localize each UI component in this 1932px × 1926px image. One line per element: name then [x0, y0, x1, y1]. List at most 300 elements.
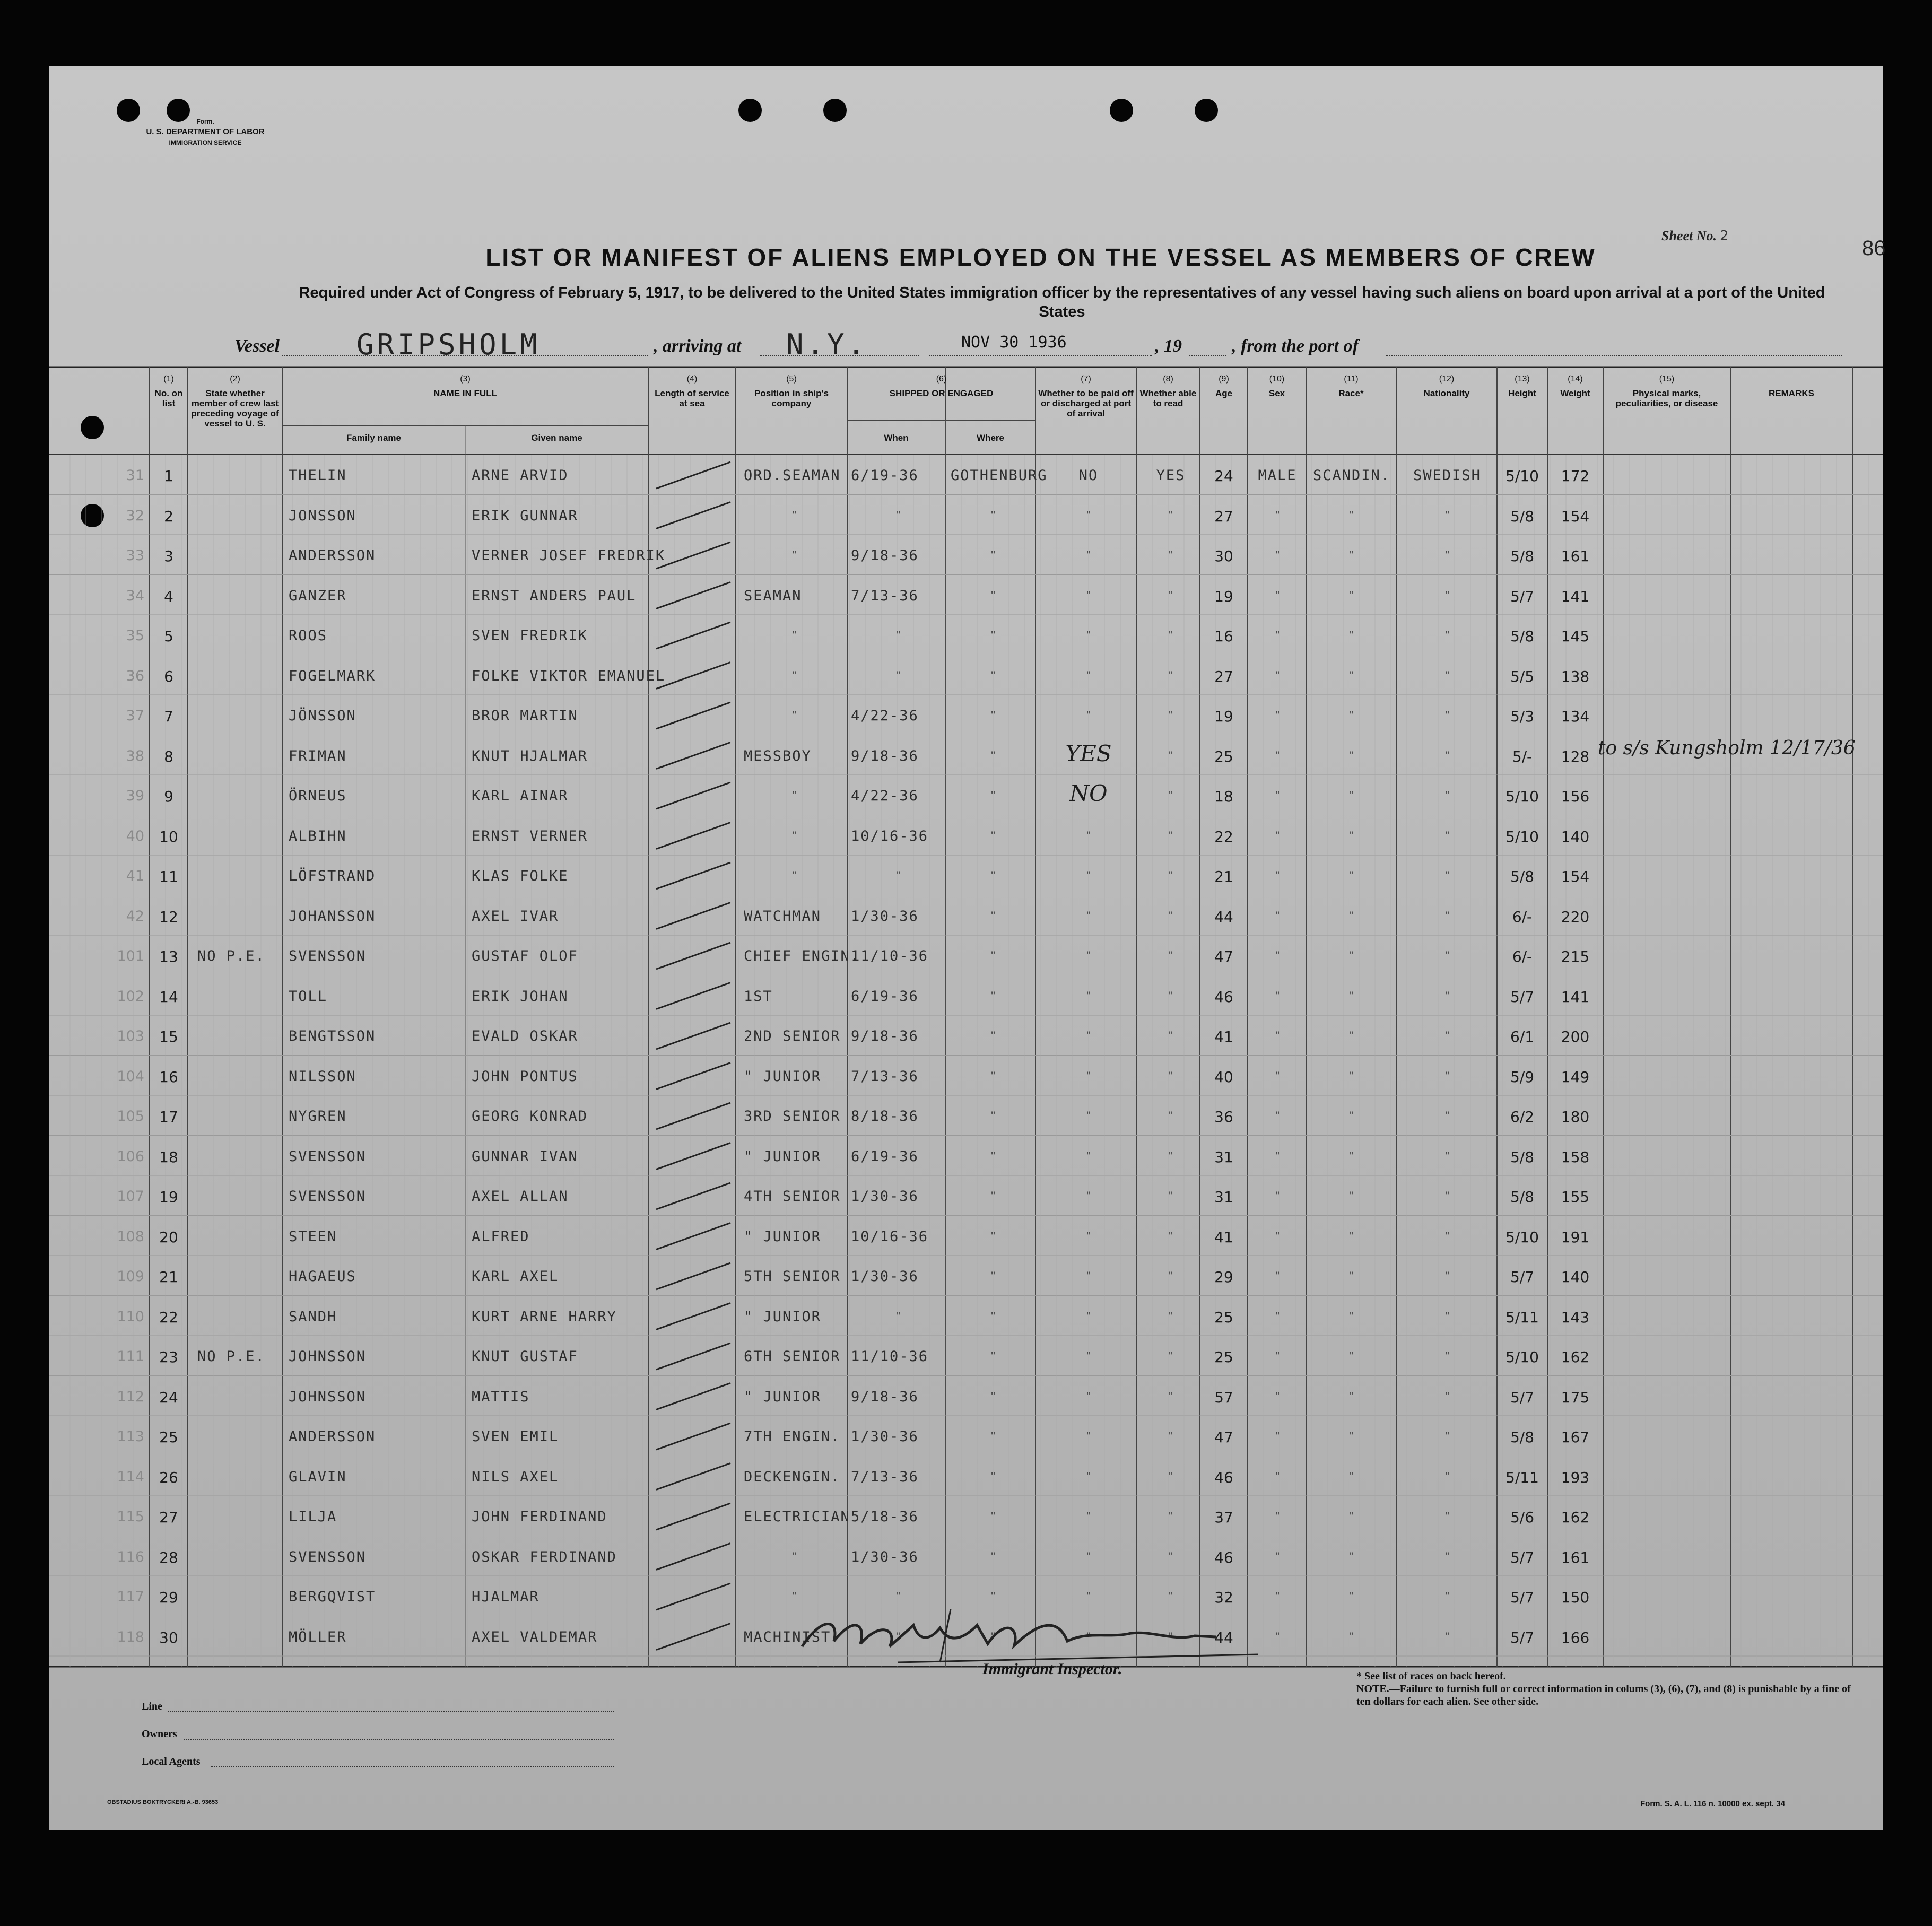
nationality: " — [1445, 1149, 1449, 1163]
shipped-where: " — [991, 1469, 995, 1483]
shipped-when: " — [897, 1590, 901, 1603]
shipped-when: 1/30-36 — [851, 1268, 919, 1285]
height: 5/10 — [1505, 467, 1539, 485]
weight: 128 — [1561, 747, 1590, 765]
punch-hole — [1195, 99, 1218, 122]
weight: 154 — [1561, 507, 1590, 525]
position: " — [792, 869, 796, 882]
punch-hole — [823, 99, 847, 122]
weight: 140 — [1561, 1268, 1590, 1286]
age: 25 — [1214, 1348, 1233, 1366]
list-number: 18 — [159, 1148, 178, 1166]
shipped-where: " — [991, 1549, 995, 1563]
race: " — [1350, 1189, 1354, 1202]
original-line-number: 117 — [117, 1589, 144, 1605]
nationality: " — [1445, 1469, 1449, 1483]
age: 21 — [1214, 868, 1233, 885]
given-name: KNUT HJALMAR — [472, 747, 588, 764]
service-check-mark — [656, 1583, 730, 1610]
weight: 143 — [1561, 1308, 1590, 1326]
shipped-where: " — [991, 949, 995, 962]
weight: 154 — [1561, 868, 1590, 885]
column-number: (9) — [1219, 374, 1229, 384]
list-number: 29 — [159, 1589, 178, 1606]
service-check-mark — [656, 1544, 730, 1570]
family-name: STEEN — [289, 1228, 337, 1245]
original-line-number: 34 — [126, 587, 144, 604]
position: " — [792, 1590, 796, 1603]
age: 44 — [1214, 1628, 1233, 1646]
nationality: " — [1445, 548, 1449, 562]
local-agents-label: Local Agents — [142, 1756, 201, 1767]
punch-hole — [738, 99, 762, 122]
weight: 149 — [1561, 1068, 1590, 1086]
race: " — [1350, 1629, 1354, 1643]
shipped-where: " — [991, 989, 995, 1003]
given-name: KLAS FOLKE — [472, 868, 569, 884]
list-number: 3 — [164, 547, 173, 565]
shipped-when: 6/19-36 — [851, 988, 919, 1005]
nationality: " — [1445, 1389, 1449, 1403]
paid-off: " — [1086, 1389, 1091, 1403]
footer-notes — [1356, 1670, 1866, 1708]
position: DECKENGIN. — [744, 1468, 841, 1485]
family-name: NILSSON — [289, 1068, 356, 1085]
given-name: SVEN EMIL — [472, 1428, 559, 1445]
paid-off: NO — [1078, 467, 1099, 484]
department-label: U. S. DEPARTMENT OF LABOR — [146, 127, 265, 136]
shipped-where: " — [991, 1069, 995, 1083]
original-line-number: 111 — [117, 1348, 144, 1365]
original-line-number: 42 — [126, 908, 144, 925]
column-number: (8) — [1163, 374, 1173, 384]
sex: " — [1275, 548, 1280, 562]
family-name: ALBIHN — [289, 827, 347, 844]
height: 5/9 — [1510, 1068, 1535, 1086]
race: " — [1350, 1349, 1354, 1363]
race: " — [1350, 989, 1354, 1003]
family-name: JOHNSSON — [289, 1388, 367, 1405]
shipped-when: 1/30-36 — [851, 1428, 919, 1445]
nationality: " — [1445, 909, 1449, 922]
column-number: (2) — [230, 374, 240, 384]
height: 5/6 — [1510, 1509, 1535, 1526]
given-name: AXEL IVAR — [472, 908, 559, 925]
nationality: " — [1445, 1189, 1449, 1202]
list-number: 10 — [159, 827, 178, 846]
column-header: State whether member of crew last preceding voyage of vessel to U. S. — [191, 388, 279, 429]
age: 24 — [1214, 467, 1233, 485]
weight: 161 — [1561, 1548, 1590, 1566]
column-number: (3) — [460, 374, 471, 384]
weight: 180 — [1561, 1108, 1590, 1126]
race: " — [1350, 949, 1354, 962]
position: " — [792, 629, 796, 642]
position: CHIEF ENGIN. — [744, 948, 860, 964]
column-subheader: Family name — [346, 433, 401, 443]
shipped-where: " — [991, 1349, 995, 1363]
nationality: " — [1445, 629, 1449, 642]
service-check-mark — [656, 1624, 730, 1650]
race: " — [1350, 508, 1354, 522]
position: SEAMAN — [744, 587, 802, 604]
able-to-read: " — [1169, 1309, 1173, 1323]
height: 5/7 — [1510, 1388, 1535, 1406]
nationality: " — [1445, 949, 1449, 962]
list-number: 1 — [164, 467, 173, 485]
shipped-when: 10/16-36 — [851, 827, 929, 844]
original-line-number: 108 — [117, 1228, 144, 1245]
service-check-mark — [656, 1223, 730, 1250]
paid-off: " — [1086, 989, 1091, 1003]
service-check-mark — [656, 1103, 730, 1129]
family-name: SANDH — [289, 1308, 337, 1325]
previous-voyage: NO P.E. — [197, 1348, 265, 1365]
paid-off: " — [1086, 909, 1091, 922]
race: " — [1350, 909, 1354, 922]
able-to-read: " — [1169, 1629, 1173, 1643]
height: 5/7 — [1510, 988, 1535, 1006]
able-to-read: " — [1169, 508, 1173, 522]
vessel-label: Vessel — [234, 336, 280, 356]
sex: " — [1275, 1069, 1280, 1083]
nationality: " — [1445, 1109, 1449, 1122]
position: " JUNIOR — [744, 1228, 822, 1245]
column-header: NAME IN FULL — [433, 388, 497, 398]
shipped-where: " — [991, 548, 995, 562]
page-number: 86 — [1862, 237, 1886, 260]
list-number: 8 — [164, 747, 173, 765]
weight: 155 — [1561, 1188, 1590, 1206]
given-name: HJALMAR — [472, 1589, 539, 1605]
note-text: NOTE.—Failure to furnish full or correct information in colums (3), (6), (7), and (8) is punishable by a fine of ten dollars for each alien. See other side. — [1356, 1683, 1851, 1707]
height: 5/8 — [1510, 507, 1535, 525]
height: 5/10 — [1505, 1348, 1539, 1366]
able-to-read: " — [1169, 1069, 1173, 1083]
weight: 138 — [1561, 667, 1590, 685]
race: " — [1350, 1430, 1354, 1443]
family-name: TOLL — [289, 988, 328, 1005]
given-name: VERNER JOSEF FREDRIK — [472, 547, 666, 564]
age: 46 — [1214, 988, 1233, 1006]
original-line-number: 39 — [126, 788, 144, 804]
position: 3RD SENIOR — [744, 1108, 841, 1125]
able-to-read: " — [1169, 789, 1173, 802]
age: 27 — [1214, 667, 1233, 685]
list-number: 14 — [159, 988, 178, 1006]
family-name: ANDERSSON — [289, 1428, 376, 1445]
weight: 172 — [1561, 467, 1590, 485]
height: 5/10 — [1505, 788, 1539, 805]
shipped-when: " — [897, 1629, 901, 1643]
column-number: (6) — [936, 374, 947, 384]
remark-transfer: to s/s Kungsholm 12/17/36 — [1598, 737, 1856, 759]
position: ELECTRICIAN — [744, 1509, 850, 1525]
height: 5/5 — [1510, 667, 1535, 685]
service-check-mark — [656, 943, 730, 969]
position: ORD.SEAMAN — [744, 467, 841, 484]
height: 5/- — [1512, 747, 1533, 765]
weight: 193 — [1561, 1468, 1590, 1486]
age: 29 — [1214, 1268, 1233, 1286]
sex: " — [1275, 869, 1280, 882]
given-name: BROR MARTIN — [472, 708, 578, 724]
age: 19 — [1214, 708, 1233, 725]
race: " — [1350, 829, 1354, 842]
able-to-read: " — [1169, 1510, 1173, 1523]
given-name: GEORG KONRAD — [472, 1108, 588, 1125]
given-name: ERNST ANDERS PAUL — [472, 587, 637, 604]
weight: 156 — [1561, 788, 1590, 805]
race: " — [1350, 1590, 1354, 1603]
column-header: REMARKS — [1769, 388, 1814, 398]
original-line-number: 32 — [126, 507, 144, 524]
sex: " — [1275, 829, 1280, 842]
family-name: NYGREN — [289, 1108, 347, 1125]
original-line-number: 107 — [117, 1188, 144, 1205]
weight: 140 — [1561, 827, 1590, 846]
shipped-when: 9/18-36 — [851, 1028, 919, 1044]
family-name: LÖFSTRAND — [289, 868, 376, 884]
sex: " — [1275, 1149, 1280, 1163]
race: " — [1350, 1469, 1354, 1483]
given-name: ERIK JOHAN — [472, 988, 569, 1005]
column-header: Whether to be paid off or discharged at port of arrival — [1038, 388, 1134, 419]
nationality: " — [1445, 1549, 1449, 1563]
family-name: JOHNSSON — [289, 1348, 367, 1365]
original-line-number: 35 — [126, 628, 144, 644]
paid-off: " — [1086, 668, 1091, 682]
form-label: Form. — [196, 118, 214, 125]
column-header: Sex — [1268, 388, 1285, 398]
inspector-signature — [791, 1604, 1269, 1668]
position: " — [792, 548, 796, 562]
position: " JUNIOR — [744, 1308, 822, 1325]
from-port-label: , from the port of — [1232, 336, 1359, 356]
original-line-number: 118 — [117, 1628, 144, 1645]
list-number: 24 — [159, 1388, 178, 1406]
shipped-when: 6/19-36 — [851, 467, 919, 484]
paid-off: " — [1086, 1069, 1091, 1083]
list-number: 28 — [159, 1548, 178, 1566]
sex: MALE — [1258, 467, 1297, 484]
shipped-where: " — [991, 1629, 995, 1643]
race: " — [1350, 1389, 1354, 1403]
shipped-when: 4/22-36 — [851, 788, 919, 804]
page-subtitle: Required under Act of Congress of February 5, 1917, to be delivered to the United States immigration officer by the representatives of any vessel having such aliens on board upon arrival at a port of the United States — [299, 284, 1825, 320]
column-header: Height — [1508, 388, 1536, 398]
list-number: 2 — [164, 507, 173, 525]
height: 5/10 — [1505, 1228, 1539, 1246]
paid-off: " — [1086, 829, 1091, 842]
height: 5/10 — [1505, 827, 1539, 846]
paid-off: " — [1086, 1469, 1091, 1483]
list-number: 4 — [164, 587, 173, 605]
age: 31 — [1214, 1188, 1233, 1206]
family-name: HAGAEUS — [289, 1268, 356, 1285]
given-name: AXEL VALDEMAR — [472, 1628, 598, 1645]
able-to-read: " — [1169, 1349, 1173, 1363]
sex: " — [1275, 909, 1280, 922]
nationality: " — [1445, 508, 1449, 522]
family-name: ÖRNEUS — [289, 788, 347, 804]
height: 5/11 — [1505, 1308, 1539, 1326]
form-reference: Form. S. A. L. 116 n. 10000 ex. sept. 34 — [1640, 1799, 1785, 1808]
race: " — [1350, 1029, 1354, 1042]
original-line-number: 105 — [117, 1108, 144, 1125]
race: " — [1350, 1229, 1354, 1243]
column-header: No. on list — [154, 388, 183, 408]
list-number: 9 — [164, 788, 173, 805]
height: 6/2 — [1510, 1108, 1535, 1126]
column-number: (11) — [1344, 374, 1359, 384]
shipped-when: " — [897, 1309, 901, 1323]
given-name: FOLKE VIKTOR EMANUEL — [472, 667, 666, 684]
height: 6/- — [1512, 908, 1533, 926]
paid-off: " — [1086, 1629, 1091, 1643]
service-check-mark — [656, 542, 730, 569]
able-to-read: " — [1169, 869, 1173, 882]
nationality: " — [1445, 748, 1449, 762]
service-check-mark — [656, 702, 730, 729]
sex: " — [1275, 1549, 1280, 1563]
previous-voyage: NO P.E. — [197, 948, 265, 964]
original-line-number: 115 — [117, 1509, 144, 1525]
height: 5/8 — [1510, 1148, 1535, 1166]
column-header: Nationality — [1423, 388, 1470, 398]
position: " JUNIOR — [744, 1068, 822, 1085]
race: " — [1350, 1309, 1354, 1323]
inspector-label: Immigrant Inspector. — [982, 1660, 1122, 1678]
able-to-read: " — [1169, 1430, 1173, 1443]
height: 5/3 — [1510, 708, 1535, 725]
original-line-number: 106 — [117, 1148, 144, 1165]
height: 5/7 — [1510, 587, 1535, 605]
service-check-mark — [656, 983, 730, 1009]
service-check-mark — [656, 622, 730, 649]
position: " — [792, 1549, 796, 1563]
able-to-read: " — [1169, 588, 1173, 602]
shipped-where: " — [991, 1029, 995, 1042]
paid-off: " — [1086, 1349, 1091, 1363]
service-check-mark — [656, 1423, 730, 1450]
race: " — [1350, 1510, 1354, 1523]
age: 25 — [1214, 1308, 1233, 1326]
arriving-label: , arriving at — [654, 336, 742, 356]
weight: 191 — [1561, 1228, 1590, 1246]
original-line-number: 102 — [117, 988, 144, 1005]
family-name: ROOS — [289, 628, 328, 644]
height: 5/7 — [1510, 1589, 1535, 1606]
race: " — [1350, 869, 1354, 882]
able-to-read: " — [1169, 949, 1173, 962]
shipped-when: " — [897, 668, 901, 682]
age: 18 — [1214, 788, 1233, 805]
vessel-line — [234, 328, 1837, 361]
age: 32 — [1214, 1589, 1233, 1606]
height: 6/1 — [1510, 1028, 1535, 1045]
age: 25 — [1214, 747, 1233, 765]
service-check-mark — [656, 862, 730, 889]
weight: 150 — [1561, 1589, 1590, 1606]
age: 37 — [1214, 1509, 1233, 1526]
position: " — [792, 829, 796, 842]
shipped-where: " — [991, 1309, 995, 1323]
weight: 161 — [1561, 547, 1590, 565]
service-label: IMMIGRATION SERVICE — [169, 139, 242, 146]
shipped-when: 1/30-36 — [851, 908, 919, 925]
sheet-number — [1661, 228, 1729, 244]
punch-hole — [1110, 99, 1133, 122]
original-line-number: 109 — [117, 1268, 144, 1285]
weight: 141 — [1561, 988, 1590, 1006]
given-name: AXEL ALLAN — [472, 1188, 569, 1205]
paid-off: " — [1086, 1229, 1091, 1243]
service-check-mark — [656, 1303, 730, 1330]
weight: 162 — [1561, 1348, 1590, 1366]
able-to-read: " — [1169, 1229, 1173, 1243]
original-line-number: 38 — [126, 747, 144, 764]
weight: 200 — [1561, 1028, 1590, 1045]
nationality: " — [1445, 829, 1449, 842]
service-check-mark — [656, 1063, 730, 1090]
service-check-mark — [656, 1503, 730, 1530]
sex: " — [1275, 629, 1280, 642]
nationality: " — [1445, 869, 1449, 882]
able-to-read: " — [1169, 1189, 1173, 1202]
sex: " — [1275, 508, 1280, 522]
sex: " — [1275, 1430, 1280, 1443]
service-check-mark — [656, 1343, 730, 1370]
able-to-read: " — [1169, 1109, 1173, 1122]
height: 5/8 — [1510, 547, 1535, 565]
age: 46 — [1214, 1548, 1233, 1566]
race: " — [1350, 1549, 1354, 1563]
column-header: Age — [1215, 388, 1233, 398]
sex: " — [1275, 789, 1280, 802]
age: 36 — [1214, 1108, 1233, 1126]
height: 5/11 — [1505, 1468, 1539, 1486]
sex: " — [1275, 1389, 1280, 1403]
column-header: Whether able to read — [1139, 388, 1197, 408]
given-name: OSKAR FERDINAND — [472, 1548, 617, 1565]
nationality: " — [1445, 1269, 1449, 1283]
nationality: " — [1445, 588, 1449, 602]
position: " JUNIOR — [744, 1148, 822, 1165]
list-number: 27 — [159, 1509, 178, 1526]
shipped-where: " — [991, 1189, 995, 1202]
shipped-where: " — [991, 1269, 995, 1283]
shipped-when: 7/13-36 — [851, 1068, 919, 1085]
able-to-read: " — [1169, 909, 1173, 922]
paid-off: " — [1086, 1269, 1091, 1283]
page-title: LIST OR MANIFEST OF ALIENS EMPLOYED ON THE VESSEL AS MEMBERS OF CREW — [485, 243, 1596, 271]
nationality: " — [1445, 1430, 1449, 1443]
sex: " — [1275, 1629, 1280, 1643]
shipped-where: GOTHENBURG — [951, 467, 1048, 484]
shipped-when: 9/18-36 — [851, 547, 919, 564]
sex: " — [1275, 1309, 1280, 1323]
able-to-read: " — [1169, 1549, 1173, 1563]
shipped-where: " — [991, 1109, 995, 1122]
height: 5/8 — [1510, 1188, 1535, 1206]
nationality: " — [1445, 1029, 1449, 1042]
age: 19 — [1214, 587, 1233, 605]
family-name: MÖLLER — [289, 1628, 347, 1645]
service-check-mark — [656, 502, 730, 529]
column-number: (12) — [1439, 374, 1455, 384]
sex: " — [1275, 588, 1280, 602]
